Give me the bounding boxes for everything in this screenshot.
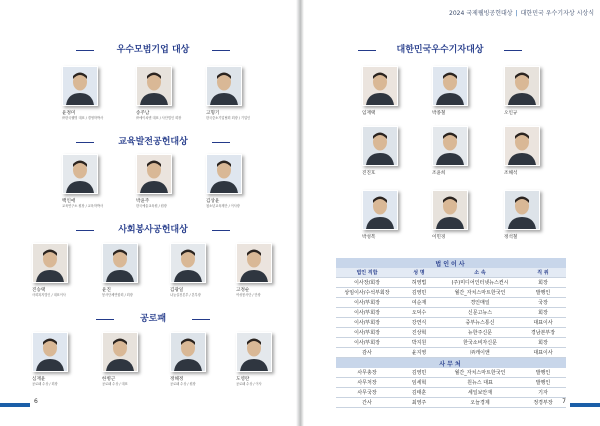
person-role: 여성봉사단 / 단장 <box>236 293 261 297</box>
table-cell: ㈜캐이앤 <box>440 348 520 358</box>
board-table <box>336 258 566 408</box>
portrait-photo <box>62 154 98 194</box>
table-cell: 이사/부회장 <box>336 298 398 308</box>
portrait-photo <box>32 332 68 372</box>
person-card <box>32 243 74 297</box>
header-ceremony: 대한민국 우수기자상 시상식 <box>520 10 594 17</box>
table-band-secretariat <box>336 358 566 369</box>
table-header-row <box>336 268 566 278</box>
person-name: 임재택 <box>362 111 376 116</box>
table-cell: 대표이사 <box>520 348 566 358</box>
section-title-social: 사회봉사공헌대상 <box>98 224 208 237</box>
person-card <box>102 332 144 386</box>
table-cell: 성 명 <box>398 268 440 278</box>
person-role: 공로패 수상 / 원장 <box>170 382 196 386</box>
person-role: 한국예술교육원 / 원장 <box>136 204 167 208</box>
table-row <box>336 318 566 328</box>
table-cell: 세일보안재 <box>440 388 520 398</box>
portrait-photo <box>504 190 540 230</box>
table-cell: 경인매일 <box>440 298 520 308</box>
person-name: 고형기 <box>206 111 220 116</box>
person-role: ㈜한국웰빙 대표 / 경영학박사 <box>62 116 104 120</box>
footer-bar-left <box>0 403 30 407</box>
person-name: 김상윤 <box>206 199 220 204</box>
section-title-merit: 공로패 <box>118 313 188 326</box>
person-name: 진진호 <box>362 171 376 176</box>
table-cell: 이사장/회장 <box>336 278 398 288</box>
portrait-photo <box>136 154 172 194</box>
portrait-photo <box>62 66 98 106</box>
person-name: 진승택 <box>32 288 46 293</box>
table-cell: 이사/부회장 <box>336 338 398 348</box>
person-name: 이민경 <box>432 235 446 240</box>
section-title-reporter: 대한민국우수기자대상 <box>380 44 500 57</box>
section-title-excellent: 우수모범기업 대상 <box>98 44 208 57</box>
table-cell: 원뉴스 대표 <box>440 378 520 388</box>
person-card <box>136 154 178 208</box>
portrait-photo <box>206 66 242 106</box>
person-card <box>170 332 212 386</box>
table-row <box>336 348 566 358</box>
person-card <box>362 126 404 176</box>
person-name: 도영란 <box>236 377 250 382</box>
person-role: 봉사단체연합회 / 회장 <box>102 293 133 297</box>
person-card <box>432 66 474 116</box>
table-cell: 발행인 <box>520 288 566 298</box>
header-separator: | <box>515 10 518 17</box>
table-cell: 이사/부회장 <box>336 328 398 338</box>
person-card <box>32 332 74 386</box>
person-role: 공로패 수상 / 회장 <box>32 382 58 386</box>
table-cell: 뉴한주신문 <box>440 328 520 338</box>
portrait-photo <box>362 190 398 230</box>
table-cell: 진상혁 <box>398 328 440 338</box>
person-card <box>362 66 404 116</box>
page-number-right: 7 <box>562 398 566 405</box>
table-cell: 강연식 <box>398 318 440 328</box>
table-row <box>336 328 566 338</box>
table-cell: 중부뉴스통신 <box>440 318 520 328</box>
table-cell: 대표이사 <box>520 318 566 328</box>
person-role: 교육연구소 원장 / 교육학박사 <box>62 204 104 208</box>
person-card <box>170 243 212 297</box>
table-cell: 여순재 <box>398 298 440 308</box>
table-cell: 김영민 <box>398 288 440 298</box>
table-cell: 회장 <box>520 278 566 288</box>
table-row <box>336 378 566 388</box>
table-cell: 직 위 <box>520 268 566 278</box>
portrait-photo <box>432 190 468 230</box>
page-number-left: 6 <box>34 398 38 405</box>
portrait-photo <box>236 332 272 372</box>
table-row <box>336 288 566 298</box>
table-cell: 경남본부장 <box>520 328 566 338</box>
person-name: 조윤희 <box>432 171 446 176</box>
table-row <box>336 298 566 308</box>
table-cell: 이사/부회장 <box>336 318 398 328</box>
person-name: 김광일 <box>170 288 184 293</box>
person-name: 윤진 <box>102 288 111 293</box>
portrait-photo <box>170 243 206 283</box>
table-cell: 감사 <box>336 348 398 358</box>
person-name: 심재윤 <box>32 377 46 382</box>
person-card <box>136 66 182 120</box>
portrait-photo <box>102 243 138 283</box>
table-cell: 임세혁 <box>398 378 440 388</box>
running-header <box>449 8 594 17</box>
table-row <box>336 368 566 378</box>
person-name: 백인애 <box>62 199 76 204</box>
person-name: 윤정미 <box>62 111 76 116</box>
table-cell: 한국소비자신문 <box>440 338 520 348</box>
table-cell: 법인 직함 <box>336 268 398 278</box>
person-card <box>102 243 144 297</box>
table-cell: 상임이사/수석부회장 <box>336 288 398 298</box>
portrait-photo <box>432 126 468 166</box>
table-cell: 회장 <box>520 338 566 348</box>
person-card <box>504 126 546 176</box>
person-name: 박성복 <box>362 235 376 240</box>
section-title-education: 교육발전공헌대상 <box>98 136 208 149</box>
table-row <box>336 278 566 288</box>
portrait-photo <box>362 66 398 106</box>
footer-bar-right <box>570 403 600 407</box>
person-name: 고정순 <box>236 288 250 293</box>
person-card <box>432 126 474 176</box>
person-name: 정석철 <box>504 235 518 240</box>
table-row <box>336 338 566 348</box>
header-event: 2024 국제웰빙공헌대상 <box>449 10 513 17</box>
portrait-photo <box>432 66 468 106</box>
band-label: 사무처 <box>336 358 566 369</box>
table-row <box>336 308 566 318</box>
table-cell: 정경부장 <box>520 398 566 408</box>
person-card <box>362 190 404 240</box>
person-name: 박종철 <box>432 111 446 116</box>
table-cell: 국장 <box>520 298 566 308</box>
person-card <box>432 190 474 240</box>
person-name: 정해정 <box>170 377 184 382</box>
table-cell: 간사 <box>336 398 398 408</box>
table-cell: 월간_자치스마트한국인 <box>440 368 520 378</box>
person-card <box>62 66 104 120</box>
person-role: 나눔실천본부 / 본부장 <box>170 293 201 297</box>
person-card <box>62 154 104 208</box>
person-name: 오인규 <box>504 111 518 116</box>
person-role: 사회복지법인 / 대표이사 <box>32 293 66 297</box>
person-name: 박윤주 <box>136 199 150 204</box>
person-name: 송주남 <box>136 111 150 116</box>
person-card <box>206 154 248 208</box>
person-role: 공로패 수상 / 대표 <box>102 382 128 386</box>
table-cell: 신문고뉴스 <box>440 308 520 318</box>
table-row <box>336 388 566 398</box>
person-role: ㈜에이치앤 대표 / 사단법인 회장 <box>136 116 182 120</box>
table-cell: 박지원 <box>398 338 440 348</box>
table-cell: 오덕수 <box>398 308 440 318</box>
table-cell: 발행인 <box>520 368 566 378</box>
band-label: 법인이사 <box>336 258 566 268</box>
portrait-photo <box>32 243 68 283</box>
table-cell: 김태훈 <box>398 388 440 398</box>
portrait-photo <box>206 154 242 194</box>
person-card <box>206 66 251 120</box>
portrait-photo <box>170 332 206 372</box>
table-cell: 소 속 <box>440 268 520 278</box>
person-role: 공로패 수상 / 이사 <box>236 382 262 386</box>
table-cell: 사무국장 <box>336 388 398 398</box>
portrait-photo <box>504 126 540 166</box>
table-cell: 사무처장 <box>336 378 398 388</box>
person-card <box>236 243 278 297</box>
person-name: 한병근 <box>102 377 116 382</box>
table-row <box>336 398 566 408</box>
table-cell: 회장 <box>520 308 566 318</box>
table-cell: (주)미디어인터넷뉴스컨시 <box>440 278 520 288</box>
portrait-photo <box>362 126 398 166</box>
table-cell: 오늘경제 <box>440 398 520 408</box>
person-name: 조해석 <box>504 171 518 176</box>
table-cell: 허영법 <box>398 278 440 288</box>
table-cell: 윤지영 <box>398 348 440 358</box>
table-cell: 사무총장 <box>336 368 398 378</box>
person-role: 청소년교육재단 / 이사장 <box>206 204 240 208</box>
page-gutter <box>296 0 304 426</box>
table-cell: 월간_자치스마트한국인 <box>440 288 520 298</box>
person-card <box>504 66 546 116</box>
person-role: 한국중소기업협회 회장 / 기업인 <box>206 116 251 120</box>
table-band-board <box>336 258 566 268</box>
table-cell: 김영민 <box>398 368 440 378</box>
portrait-photo <box>136 66 172 106</box>
table-cell: 최영주 <box>398 398 440 408</box>
portrait-photo <box>236 243 272 283</box>
person-card <box>504 190 546 240</box>
table-cell: 이사/부회장 <box>336 308 398 318</box>
table-cell: 기자 <box>520 388 566 398</box>
table-cell: 발행인 <box>520 378 566 388</box>
portrait-photo <box>504 66 540 106</box>
person-card <box>236 332 278 386</box>
portrait-photo <box>102 332 138 372</box>
